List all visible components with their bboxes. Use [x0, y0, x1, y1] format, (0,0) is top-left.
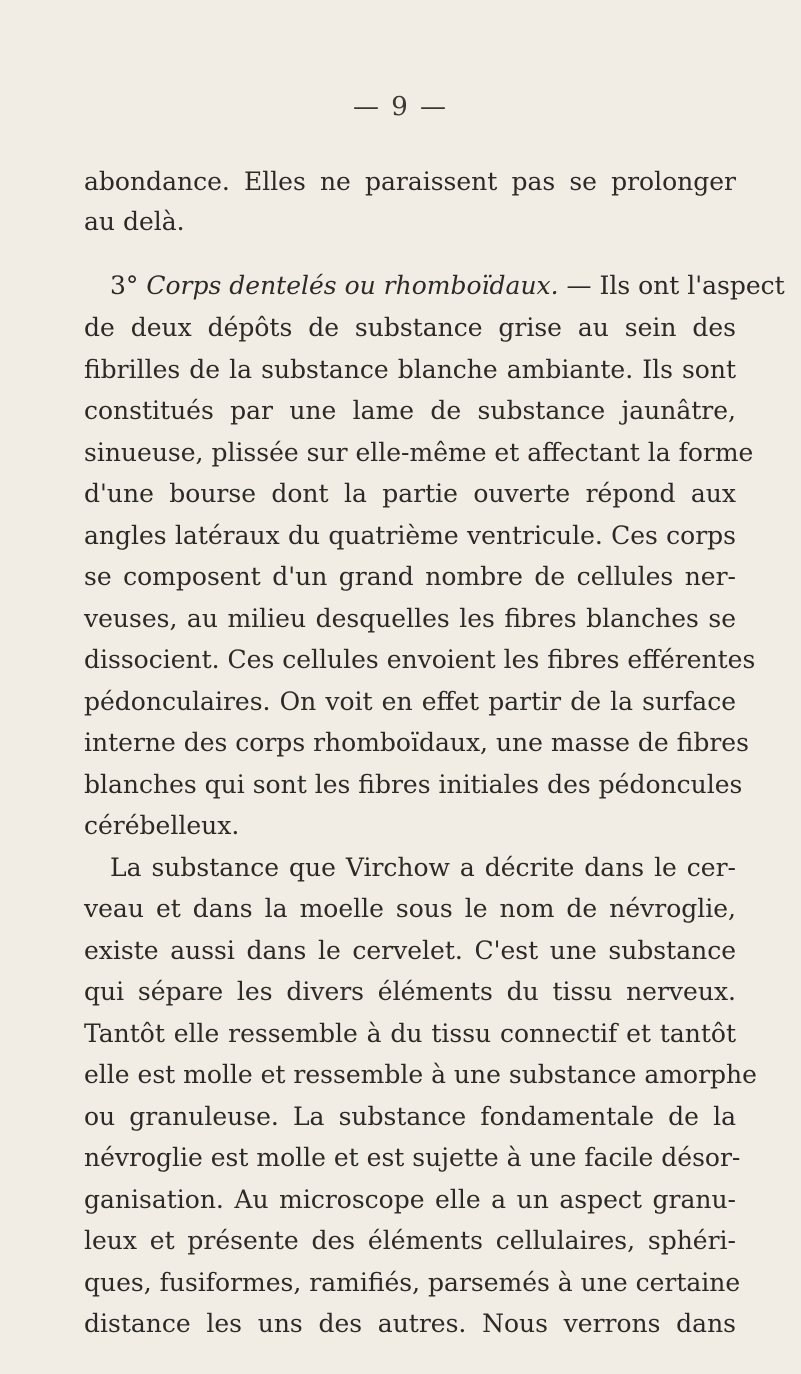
text-line: blanches qui sont les fibres initiales des pédoncules	[84, 770, 743, 799]
text-line: ganisation. Au microscope elle a un aspect granu-	[84, 1185, 736, 1214]
text-line: névroglie est molle et est sujette à une facile désor-	[84, 1143, 741, 1172]
text-line: de deux dépôts de substance grise au sein des	[84, 313, 736, 342]
text-line: abondance. Elles ne paraissent pas se prolonger	[84, 167, 736, 196]
text-line: ques, fusiformes, ramifiés, parsemés à une certaine	[84, 1268, 741, 1297]
text-line: dissocient. Ces cellules envoient les fibres efférentes	[84, 645, 756, 674]
text-line: veau et dans la moelle sous le nom de névroglie,	[84, 894, 736, 923]
text-line: se composent d'un grand nombre de cellules ner-	[84, 562, 736, 591]
text-line: angles latéraux du quatrième ventricule. Ces corps	[84, 521, 736, 550]
text-line: au delà.	[84, 207, 185, 236]
text-line: distance les uns des autres. Nous verrons dans	[84, 1309, 736, 1338]
text-line: leux et présente des éléments cellulaires, sphéri-	[84, 1226, 736, 1255]
text-line: veuses, au milieu desquelles les fibres blanches se	[84, 604, 736, 633]
text-line: qui sépare les divers éléments du tissu nerveux.	[84, 977, 736, 1006]
text-line: interne des corps rhomboïdaux, une masse de fibres	[84, 728, 749, 757]
section-title: Corps dentelés ou rhomboïdaux.	[146, 271, 559, 300]
text-line: fibrilles de la substance blanche ambiante. Ils sont	[84, 355, 736, 384]
section-number: 3°	[110, 271, 147, 300]
text-line: pédonculaires. On voit en effet partir de la surface	[84, 687, 736, 716]
text-line: existe aussi dans le cervelet. C'est une substance	[84, 936, 736, 965]
text-line: cérébelleux.	[84, 811, 240, 840]
text-line: elle est molle et ressemble à une substance amorphe	[84, 1060, 757, 1089]
text-line: La substance que Virchow a décrite dans le cer-	[110, 853, 736, 882]
text-line: ou granuleuse. La substance fondamentale de la	[84, 1102, 736, 1131]
text-line: sinueuse, plissée sur elle-même et affectant la forme	[84, 438, 754, 467]
section-heading-line	[110, 268, 785, 304]
text-line: constitués par une lame de substance jaunâtre,	[84, 396, 736, 425]
text-line: Tantôt elle ressemble à du tissu connectif et tantôt	[84, 1019, 736, 1048]
text-line: d'une bourse dont la partie ouverte répond aux	[84, 479, 736, 508]
page-number: — 9 —	[352, 92, 449, 122]
section-heading-rest: — Ils ont l'aspect	[558, 271, 785, 300]
